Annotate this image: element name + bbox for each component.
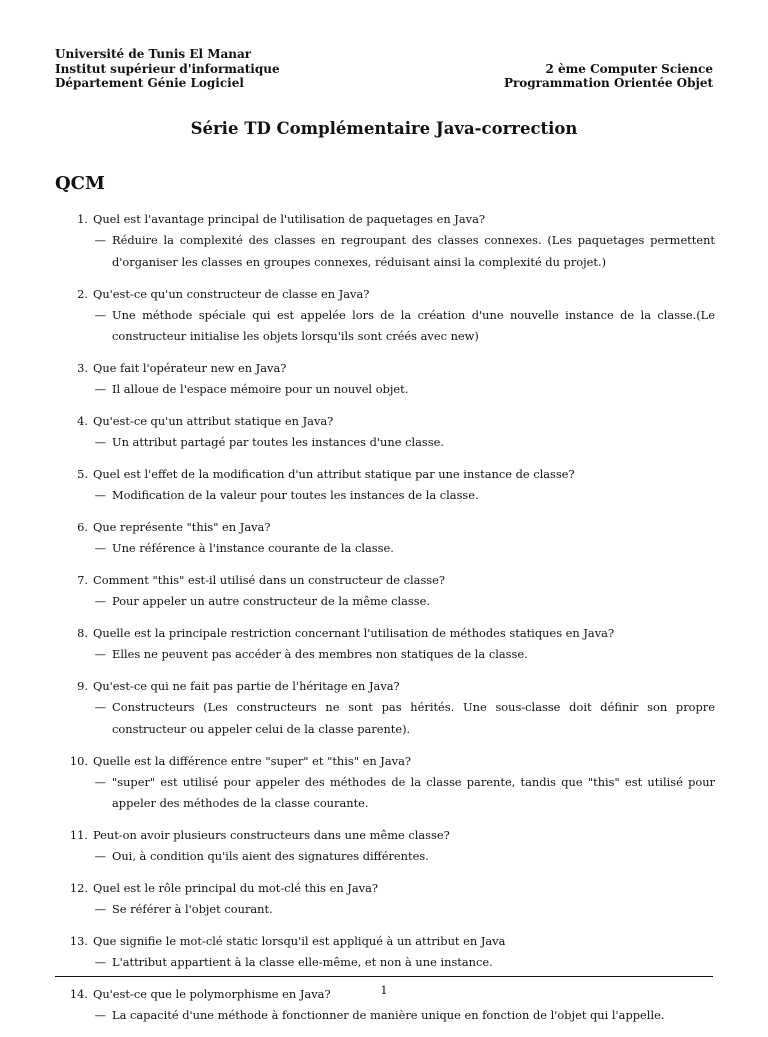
- answer-line: [55, 644, 715, 666]
- answer-line: [55, 538, 715, 560]
- answer-line: [55, 230, 715, 273]
- question-line: [55, 931, 715, 952]
- question-number: 8.: [77, 626, 88, 640]
- answer-line: [55, 697, 715, 740]
- question-line: [55, 209, 715, 230]
- question-text: Que représente "this" en Java?: [93, 520, 271, 534]
- question-number: 11.: [69, 828, 88, 842]
- class-level: 2 ème Computer Science: [545, 61, 713, 76]
- answer-dash: —: [94, 233, 106, 247]
- header-left: [55, 47, 280, 91]
- answer-text: Se référer à l'objet courant.: [112, 902, 273, 916]
- question-item: [55, 464, 715, 507]
- answer-line: [55, 485, 715, 507]
- answer-text: Pour appeler un autre constructeur de la même classe.: [112, 594, 430, 608]
- answer-line: [55, 846, 715, 868]
- document-header: [55, 47, 713, 91]
- question-line: [55, 284, 715, 305]
- question-line: [55, 464, 715, 485]
- answer-dash: —: [94, 488, 106, 502]
- question-text: Quel est l'effet de la modification d'un attribut statique par une instance de classe?: [93, 467, 575, 481]
- question-line: [55, 825, 715, 846]
- answer-text: Une référence à l'instance courante de la classe.: [112, 541, 394, 555]
- question-text: Qu'est-ce que le polymorphisme en Java?: [93, 987, 331, 1001]
- answer-dash: —: [94, 700, 106, 714]
- question-item: [55, 825, 715, 868]
- answer-text: Une méthode spéciale qui est appelée lors de la création d'une nouvelle instance de la classe.(Le constructeur initialise les objets lorsqu'ils sont créés avec new): [112, 307, 715, 343]
- question-text: Quel est l'avantage principal de l'utilisation de paquetages en Java?: [93, 212, 485, 226]
- question-item: [55, 358, 715, 401]
- header-row: [55, 47, 713, 91]
- question-line: [55, 676, 715, 697]
- answer-line: [55, 772, 715, 815]
- question-number: 14.: [69, 987, 88, 1001]
- section-title: QCM: [55, 173, 105, 194]
- course-name: Programmation Orientée Objet: [503, 76, 713, 90]
- answer-dash: —: [94, 1008, 106, 1022]
- page-number: 1: [380, 984, 388, 997]
- question-text: Quelle est la principale restriction concernant l'utilisation de méthodes statiques en Java?: [93, 626, 615, 640]
- document-title: Série TD Complémentaire Java-correction: [190, 119, 578, 138]
- question-number: 6.: [77, 520, 88, 534]
- question-number: 2.: [77, 286, 88, 301]
- answer-text: Oui, à condition qu'ils aient des signatures différentes.: [112, 849, 429, 863]
- question-list: [55, 209, 715, 1037]
- question-item: [55, 517, 715, 560]
- answer-dash: —: [94, 774, 106, 789]
- question-text: Quelle est la différence entre "super" et "this" en Java?: [93, 753, 411, 768]
- answer-line: [55, 379, 715, 401]
- answer-line: [55, 899, 715, 921]
- question-number: 1.: [77, 212, 88, 226]
- question-line: [55, 623, 715, 644]
- question-line: [55, 878, 715, 899]
- answer-line: [55, 1005, 715, 1027]
- question-line: [55, 751, 715, 772]
- question-text: Comment "this" est-il utilisé dans un constructeur de classe?: [93, 573, 445, 587]
- question-item: [55, 411, 715, 454]
- answer-dash: —: [94, 902, 106, 916]
- question-number: 4.: [77, 414, 88, 428]
- question-text: Que fait l'opérateur new en Java?: [93, 361, 287, 375]
- question-item: [55, 623, 715, 666]
- answer-text: Modification de la valeur pour toutes les instances de la classe.: [112, 488, 479, 502]
- answer-dash: —: [94, 849, 106, 863]
- answer-text: "super" est utilisé pour appeler des méthodes de la classe parente, tandis que "this" est utilisé pour appeler des méthodes de la classe courante.: [112, 774, 715, 810]
- answer-text: L'attribut appartient à la classe elle-même, et non à une instance.: [112, 955, 493, 969]
- university-name: Université de Tunis El Manar: [55, 47, 252, 61]
- answer-dash: —: [94, 382, 106, 396]
- footer-rule: [55, 976, 713, 977]
- question-item: [55, 676, 715, 740]
- question-number: 13.: [69, 934, 88, 948]
- answer-text: Réduire la complexité des classes en regroupant des classes connexes. (Les paquetages permettent d'organiser les classes en groupes connexes, réduisant ainsi la complexité du projet.): [112, 233, 715, 269]
- question-number: 12.: [69, 881, 88, 895]
- answer-dash: —: [94, 307, 106, 322]
- answer-line: [55, 305, 715, 348]
- question-text: Qu'est-ce qui ne fait pas partie de l'héritage en Java?: [93, 679, 400, 693]
- question-text: Quel est le rôle principal du mot-clé this en Java?: [93, 881, 378, 895]
- answer-text: Il alloue de l'espace mémoire pour un nouvel objet.: [112, 382, 409, 396]
- question-line: [55, 570, 715, 591]
- answer-dash: —: [94, 541, 106, 555]
- answer-line: [55, 952, 715, 974]
- question-item: [55, 209, 715, 273]
- question-line: [55, 517, 715, 538]
- question-item: [55, 570, 715, 613]
- question-number: 5.: [77, 467, 88, 481]
- institute-name: Institut supérieur d'informatique: [55, 61, 280, 76]
- question-item: [55, 878, 715, 921]
- answer-dash: —: [94, 435, 106, 449]
- question-item: [55, 751, 715, 815]
- answer-text: La capacité d'une méthode à fonctionner de manière unique en fonction de l'objet qui l'appelle.: [112, 1008, 665, 1022]
- question-item: [55, 931, 715, 974]
- answer-dash: —: [94, 955, 106, 969]
- question-text: Qu'est-ce qu'un attribut statique en Java?: [93, 414, 334, 428]
- question-text: Que signifie le mot-clé static lorsqu'il est appliqué à un attribut en Java: [93, 934, 506, 948]
- answer-text: Elles ne peuvent pas accéder à des membres non statiques de la classe.: [112, 647, 528, 661]
- answer-text: Un attribut partagé par toutes les instances d'une classe.: [112, 435, 444, 449]
- question-number: 7.: [77, 573, 88, 587]
- answer-dash: —: [94, 594, 106, 608]
- answer-line: [55, 432, 715, 454]
- question-item: [55, 284, 715, 348]
- question-line: [55, 411, 715, 432]
- question-number: 10.: [69, 753, 88, 768]
- question-number: 9.: [77, 679, 88, 693]
- question-number: 3.: [77, 361, 88, 375]
- header-right: [504, 47, 713, 91]
- answer-line: [55, 591, 715, 613]
- answer-text: Constructeurs (Les constructeurs ne sont pas hérités. Une sous-classe doit définir son propre constructeur ou appeler celui de la classe parente).: [112, 700, 715, 736]
- answer-dash: —: [94, 647, 106, 661]
- question-text: Qu'est-ce qu'un constructeur de classe en Java?: [93, 286, 370, 301]
- question-text: Peut-on avoir plusieurs constructeurs dans une même classe?: [93, 828, 450, 842]
- department-name: Département Génie Logiciel: [55, 76, 244, 90]
- question-line: [55, 358, 715, 379]
